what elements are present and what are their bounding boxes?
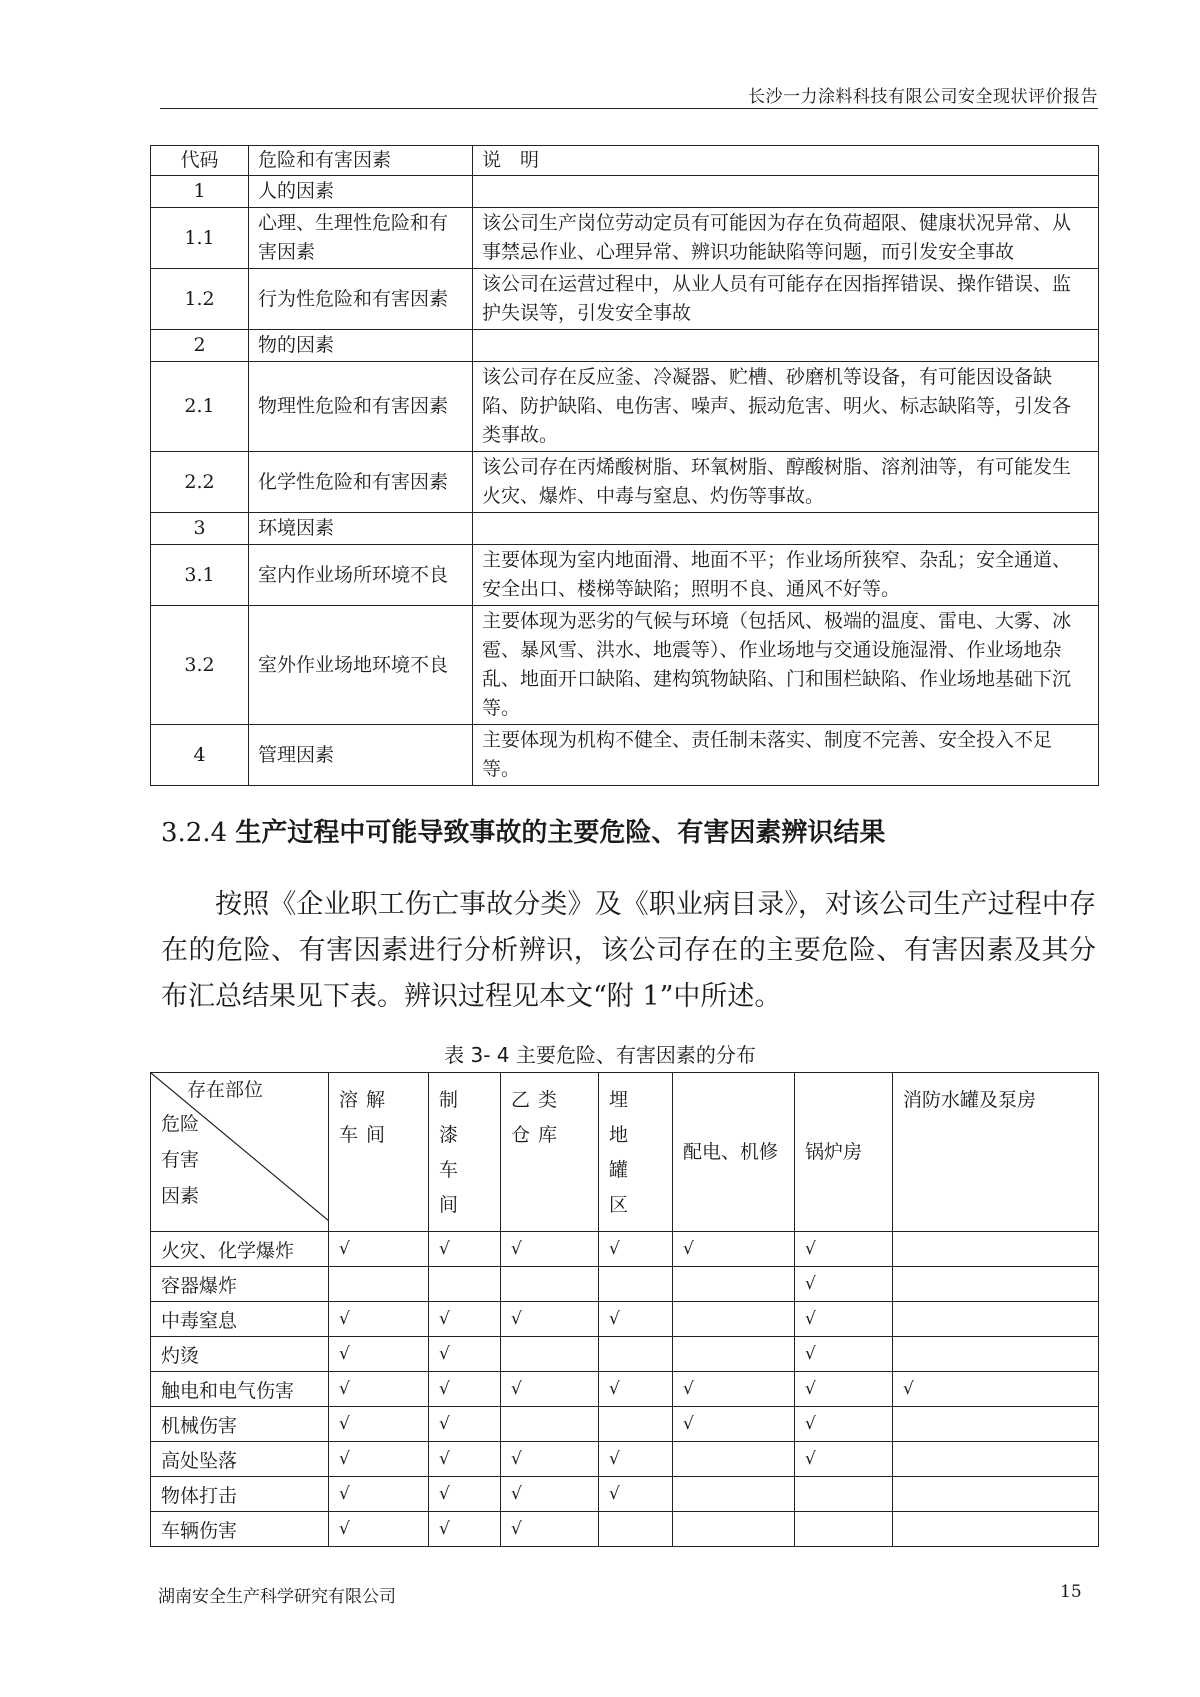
check-mark-cell: √ bbox=[429, 1372, 501, 1407]
factor-code: 1.2 bbox=[151, 269, 249, 330]
check-mark-cell: √ bbox=[673, 1372, 795, 1407]
factor-description bbox=[473, 176, 1099, 208]
check-mark-cell: √ bbox=[795, 1232, 893, 1267]
empty-cell bbox=[501, 1267, 599, 1302]
factor-name: 室外作业场地环境不良 bbox=[249, 606, 473, 725]
hazard-distribution-table bbox=[150, 1072, 1099, 1547]
empty-cell bbox=[673, 1302, 795, 1337]
factor-code: 1 bbox=[151, 176, 249, 208]
location-column-header: 锅炉房 bbox=[795, 1073, 893, 1232]
check-mark-cell: √ bbox=[329, 1232, 429, 1267]
empty-cell bbox=[329, 1267, 429, 1302]
factor-code: 3 bbox=[151, 513, 249, 545]
distribution-header-row bbox=[151, 1073, 1099, 1232]
check-mark-cell: √ bbox=[429, 1442, 501, 1477]
hazard-name: 中毒窒息 bbox=[151, 1302, 329, 1337]
distribution-row bbox=[151, 1442, 1099, 1477]
check-mark-cell: √ bbox=[501, 1232, 599, 1267]
corner-factor-label-1: 危险 bbox=[161, 1113, 200, 1135]
footer-company: 湖南安全生产科学研究有限公司 bbox=[158, 1587, 396, 1607]
check-mark-cell: √ bbox=[501, 1372, 599, 1407]
check-mark-cell: √ bbox=[329, 1407, 429, 1442]
factor-table-row bbox=[151, 176, 1099, 208]
check-mark-cell: √ bbox=[795, 1267, 893, 1302]
distribution-row bbox=[151, 1372, 1099, 1407]
section-title: 生产过程中可能导致事故的主要危险、有害因素辨识结果 bbox=[235, 818, 886, 848]
empty-cell bbox=[673, 1477, 795, 1512]
hazard-name: 火灾、化学爆炸 bbox=[151, 1232, 329, 1267]
empty-cell bbox=[893, 1477, 1099, 1512]
factor-description: 主要体现为机构不健全、责任制未落实、制度不完善、安全投入不足等。 bbox=[473, 725, 1099, 786]
factor-name: 人的因素 bbox=[249, 176, 473, 208]
empty-cell bbox=[501, 1407, 599, 1442]
factor-name: 化学性危险和有害因素 bbox=[249, 452, 473, 513]
distribution-row bbox=[151, 1512, 1099, 1547]
distribution-row bbox=[151, 1407, 1099, 1442]
hazard-name: 物体打击 bbox=[151, 1477, 329, 1512]
location-column-header: 消防水罐及泵房 bbox=[893, 1073, 1099, 1232]
check-mark-cell: √ bbox=[329, 1442, 429, 1477]
factor-table-header-row bbox=[151, 146, 1099, 176]
factor-table-row bbox=[151, 330, 1099, 362]
factor-table-row bbox=[151, 452, 1099, 513]
header-code: 代码 bbox=[151, 146, 249, 176]
check-mark-cell: √ bbox=[429, 1302, 501, 1337]
diagonal-header-cell bbox=[151, 1073, 329, 1232]
location-column-header: 乙类仓库 bbox=[501, 1073, 599, 1232]
factor-name: 行为性危险和有害因素 bbox=[249, 269, 473, 330]
check-mark-cell: √ bbox=[501, 1302, 599, 1337]
factor-description: 该公司存在丙烯酸树脂、环氧树脂、醇酸树脂、溶剂油等，有可能发生火灾、爆炸、中毒与窒息、灼伤等事故。 bbox=[473, 452, 1099, 513]
footer-page-number: 15 bbox=[1060, 1582, 1082, 1602]
factor-code: 2 bbox=[151, 330, 249, 362]
empty-cell bbox=[893, 1232, 1099, 1267]
check-mark-cell: √ bbox=[599, 1232, 673, 1267]
factor-table-row bbox=[151, 606, 1099, 725]
empty-cell bbox=[599, 1407, 673, 1442]
hazard-name: 触电和电气伤害 bbox=[151, 1372, 329, 1407]
empty-cell bbox=[893, 1337, 1099, 1372]
empty-cell bbox=[893, 1267, 1099, 1302]
factor-name: 管理因素 bbox=[249, 725, 473, 786]
factor-description: 主要体现为恶劣的气候与环境（包括风、极端的温度、雷电、大雾、冰雹、暴风雪、洪水、地震等）、作业场地与交通设施湿滑、作业场地杂乱、地面开口缺陷、建构筑物缺陷、门和围栏缺陷、作业场地基础下沉等。 bbox=[473, 606, 1099, 725]
distribution-row bbox=[151, 1477, 1099, 1512]
factor-table-row bbox=[151, 513, 1099, 545]
factor-name: 心理、生理性危险和有害因素 bbox=[249, 208, 473, 269]
header-factor: 危险和有害因素 bbox=[249, 146, 473, 176]
check-mark-cell: √ bbox=[795, 1407, 893, 1442]
hazard-name: 容器爆炸 bbox=[151, 1267, 329, 1302]
empty-cell bbox=[673, 1267, 795, 1302]
factor-description bbox=[473, 513, 1099, 545]
hazard-name: 高处坠落 bbox=[151, 1442, 329, 1477]
empty-cell bbox=[673, 1512, 795, 1547]
check-mark-cell: √ bbox=[429, 1477, 501, 1512]
factor-name: 室内作业场所环境不良 bbox=[249, 545, 473, 606]
corner-location-label: 存在部位 bbox=[187, 1079, 264, 1101]
check-mark-cell: √ bbox=[599, 1372, 673, 1407]
check-mark-cell: √ bbox=[673, 1232, 795, 1267]
factor-code: 3.2 bbox=[151, 606, 249, 725]
factor-description bbox=[473, 330, 1099, 362]
factor-description: 该公司在运营过程中，从业人员有可能存在因指挥错误、操作错误、监护失误等，引发安全事故 bbox=[473, 269, 1099, 330]
body-paragraph-text: 按照《企业职工伤亡事故分类》及《职业病目录》，对该公司生产过程中存在的危险、有害因素进行分析辨识，该公司存在的主要危险、有害因素及其分布汇总结果见下表。辨识过程见本文“附 1”中所述。 bbox=[161, 889, 1096, 1012]
factor-name: 环境因素 bbox=[249, 513, 473, 545]
factor-name: 物的因素 bbox=[249, 330, 473, 362]
empty-cell bbox=[893, 1302, 1099, 1337]
distribution-row bbox=[151, 1267, 1099, 1302]
page-header-title: 长沙一力涂料科技有限公司安全现状评价报告 bbox=[748, 87, 1098, 107]
hazard-name: 灼烫 bbox=[151, 1337, 329, 1372]
empty-cell bbox=[429, 1267, 501, 1302]
empty-cell bbox=[893, 1407, 1099, 1442]
empty-cell bbox=[599, 1267, 673, 1302]
factor-code: 2.2 bbox=[151, 452, 249, 513]
distribution-row bbox=[151, 1232, 1099, 1267]
check-mark-cell: √ bbox=[599, 1442, 673, 1477]
header-description: 说 明 bbox=[473, 146, 1099, 176]
check-mark-cell: √ bbox=[795, 1302, 893, 1337]
check-mark-cell: √ bbox=[501, 1477, 599, 1512]
corner-factor-label-3: 因素 bbox=[161, 1185, 200, 1207]
empty-cell bbox=[795, 1477, 893, 1512]
check-mark-cell: √ bbox=[599, 1477, 673, 1512]
empty-cell bbox=[673, 1337, 795, 1372]
check-mark-cell: √ bbox=[893, 1372, 1099, 1407]
check-mark-cell: √ bbox=[329, 1337, 429, 1372]
factor-table-row bbox=[151, 545, 1099, 606]
check-mark-cell: √ bbox=[429, 1337, 501, 1372]
factor-table-row bbox=[151, 362, 1099, 452]
check-mark-cell: √ bbox=[599, 1302, 673, 1337]
factor-description: 该公司存在反应釜、冷凝器、贮槽、砂磨机等设备，有可能因设备缺陷、防护缺陷、电伤害、噪声、振动危害、明火、标志缺陷等，引发各类事故。 bbox=[473, 362, 1099, 452]
empty-cell bbox=[599, 1337, 673, 1372]
check-mark-cell: √ bbox=[673, 1407, 795, 1442]
distribution-row bbox=[151, 1337, 1099, 1372]
check-mark-cell: √ bbox=[501, 1442, 599, 1477]
empty-cell bbox=[599, 1512, 673, 1547]
check-mark-cell: √ bbox=[329, 1302, 429, 1337]
empty-cell bbox=[673, 1442, 795, 1477]
check-mark-cell: √ bbox=[795, 1372, 893, 1407]
factor-table-row bbox=[151, 725, 1099, 786]
empty-cell bbox=[795, 1512, 893, 1547]
factor-code: 2.1 bbox=[151, 362, 249, 452]
hazard-factor-table bbox=[150, 145, 1099, 786]
check-mark-cell: √ bbox=[795, 1337, 893, 1372]
factor-table-row bbox=[151, 208, 1099, 269]
check-mark-cell: √ bbox=[329, 1477, 429, 1512]
factor-code: 1.1 bbox=[151, 208, 249, 269]
location-column-header: 制漆车间 bbox=[429, 1073, 501, 1232]
check-mark-cell: √ bbox=[429, 1512, 501, 1547]
check-mark-cell: √ bbox=[501, 1512, 599, 1547]
factor-name: 物理性危险和有害因素 bbox=[249, 362, 473, 452]
check-mark-cell: √ bbox=[329, 1512, 429, 1547]
location-column-header: 配电、机修 bbox=[673, 1073, 795, 1232]
factor-table-row bbox=[151, 269, 1099, 330]
factor-description: 主要体现为室内地面滑、地面不平；作业场所狭窄、杂乱；安全通道、安全出口、楼梯等缺陷；照明不良、通风不好等。 bbox=[473, 545, 1099, 606]
location-column-header: 埋地罐区 bbox=[599, 1073, 673, 1232]
section-number: 3.2.4 bbox=[161, 818, 228, 848]
check-mark-cell: √ bbox=[429, 1407, 501, 1442]
table-caption: 表 3- 4 主要危险、有害因素的分布 bbox=[444, 1043, 756, 1067]
hazard-name: 车辆伤害 bbox=[151, 1512, 329, 1547]
section-heading bbox=[161, 812, 885, 849]
factor-description: 该公司生产岗位劳动定员有可能因为存在负荷超限、健康状况异常、从事禁忌作业、心理异常、辨识功能缺陷等问题，而引发安全事故 bbox=[473, 208, 1099, 269]
check-mark-cell: √ bbox=[429, 1232, 501, 1267]
hazard-name: 机械伤害 bbox=[151, 1407, 329, 1442]
distribution-row bbox=[151, 1302, 1099, 1337]
check-mark-cell: √ bbox=[329, 1372, 429, 1407]
check-mark-cell: √ bbox=[795, 1442, 893, 1477]
location-column-header: 溶解车间 bbox=[329, 1073, 429, 1232]
corner-factor-label-2: 有害 bbox=[161, 1149, 200, 1171]
body-paragraph bbox=[161, 882, 1096, 1020]
factor-code: 3.1 bbox=[151, 545, 249, 606]
factor-code: 4 bbox=[151, 725, 249, 786]
empty-cell bbox=[501, 1337, 599, 1372]
empty-cell bbox=[893, 1512, 1099, 1547]
empty-cell bbox=[893, 1442, 1099, 1477]
header-rule bbox=[160, 108, 1098, 109]
